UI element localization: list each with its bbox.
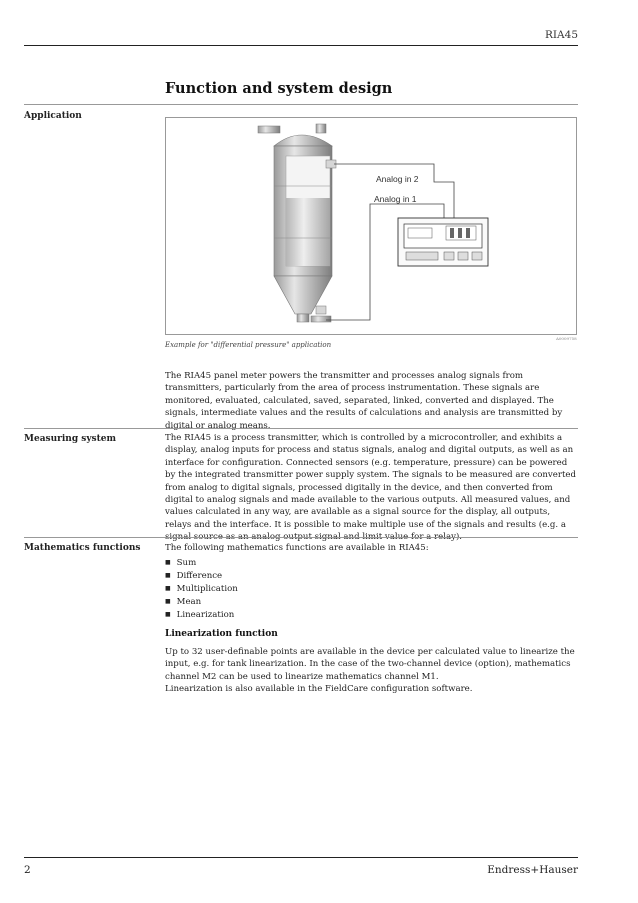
list-item: ■ Linearization [165, 609, 238, 622]
list-item: ■ Sum [165, 557, 238, 570]
linearization-note: Linearization is also available in the FieldCare configuration software. [165, 684, 473, 694]
page-number: 2 [24, 864, 31, 876]
section-title: Function and system design [165, 80, 393, 97]
measuring-system-text: The RIA45 is a process transmitter, which is controlled by a microcontroller, and exhibits a display, analog inputs for process and status signals, analog and digital outputs, as well as an interface for configuration. Connected sensors (e.g. temperature, pressure) can be powered by the integrated transmitter power supply system. The signals to be measured are converted from analog to digital signals, processed digitally in the device, and then converted from digital to analog signals and made available to the various outputs. All measured values, and values calculated in any way, are available as a signal source for the display, all outputs, relays and the interface. It is possible to make multiple use of the signals and results (e.g. a signal source as an analog output signal and limit value for a relay). [165, 433, 577, 543]
figure-caption: Example for "differential pressure" application [165, 341, 332, 349]
tank-diagram [166, 118, 576, 334]
analog-in-2-label: Analog in 2 [376, 174, 419, 184]
header-rule [24, 45, 578, 46]
application-figure [165, 117, 577, 335]
panel-meter-icon [398, 218, 488, 266]
document-title: RIA45 [545, 29, 578, 41]
footer-rule [24, 857, 578, 858]
linearization-subheading: Linearization function [165, 629, 278, 639]
list-item: ■ Mean [165, 596, 238, 609]
mathematics-intro: The following mathematics functions are available in RIA45: [165, 543, 429, 553]
tank-icon [258, 124, 336, 322]
analog-in-1-label: Analog in 1 [374, 194, 417, 204]
analog-in-2-wire [334, 164, 454, 218]
section-divider-mathematics [24, 537, 578, 538]
list-item: ■ Multiplication [165, 583, 238, 596]
list-item: ■ Difference [165, 570, 238, 583]
linearization-text: Up to 32 user-definable points are available in the device per calculated value to linearize the input, e.g. for tank linearization. In the case of the two-channel device (option), mathematics channel M2 can be used to linearize mathematics channel M1. [165, 647, 575, 682]
brand-name: Endress+Hauser [487, 864, 578, 876]
section-divider-application [24, 104, 578, 105]
section-divider-measuring [24, 428, 578, 429]
mathematics-label: Mathematics functions [24, 543, 141, 553]
application-label: Application [24, 111, 82, 121]
figure-id: A0009758 [556, 336, 577, 341]
mathematics-list [165, 557, 238, 622]
application-text: The RIA45 panel meter powers the transmitter and processes analog signals from transmitters, particularly from the area of process instrumentation. These signals are monitored, evaluated, calculated, saved, separated, linked, converted and displayed. The signals, intermediate values and the results of calculations and analysis are transmitted by digital or analog means. [165, 371, 563, 431]
measuring-system-label: Measuring system [24, 434, 117, 444]
